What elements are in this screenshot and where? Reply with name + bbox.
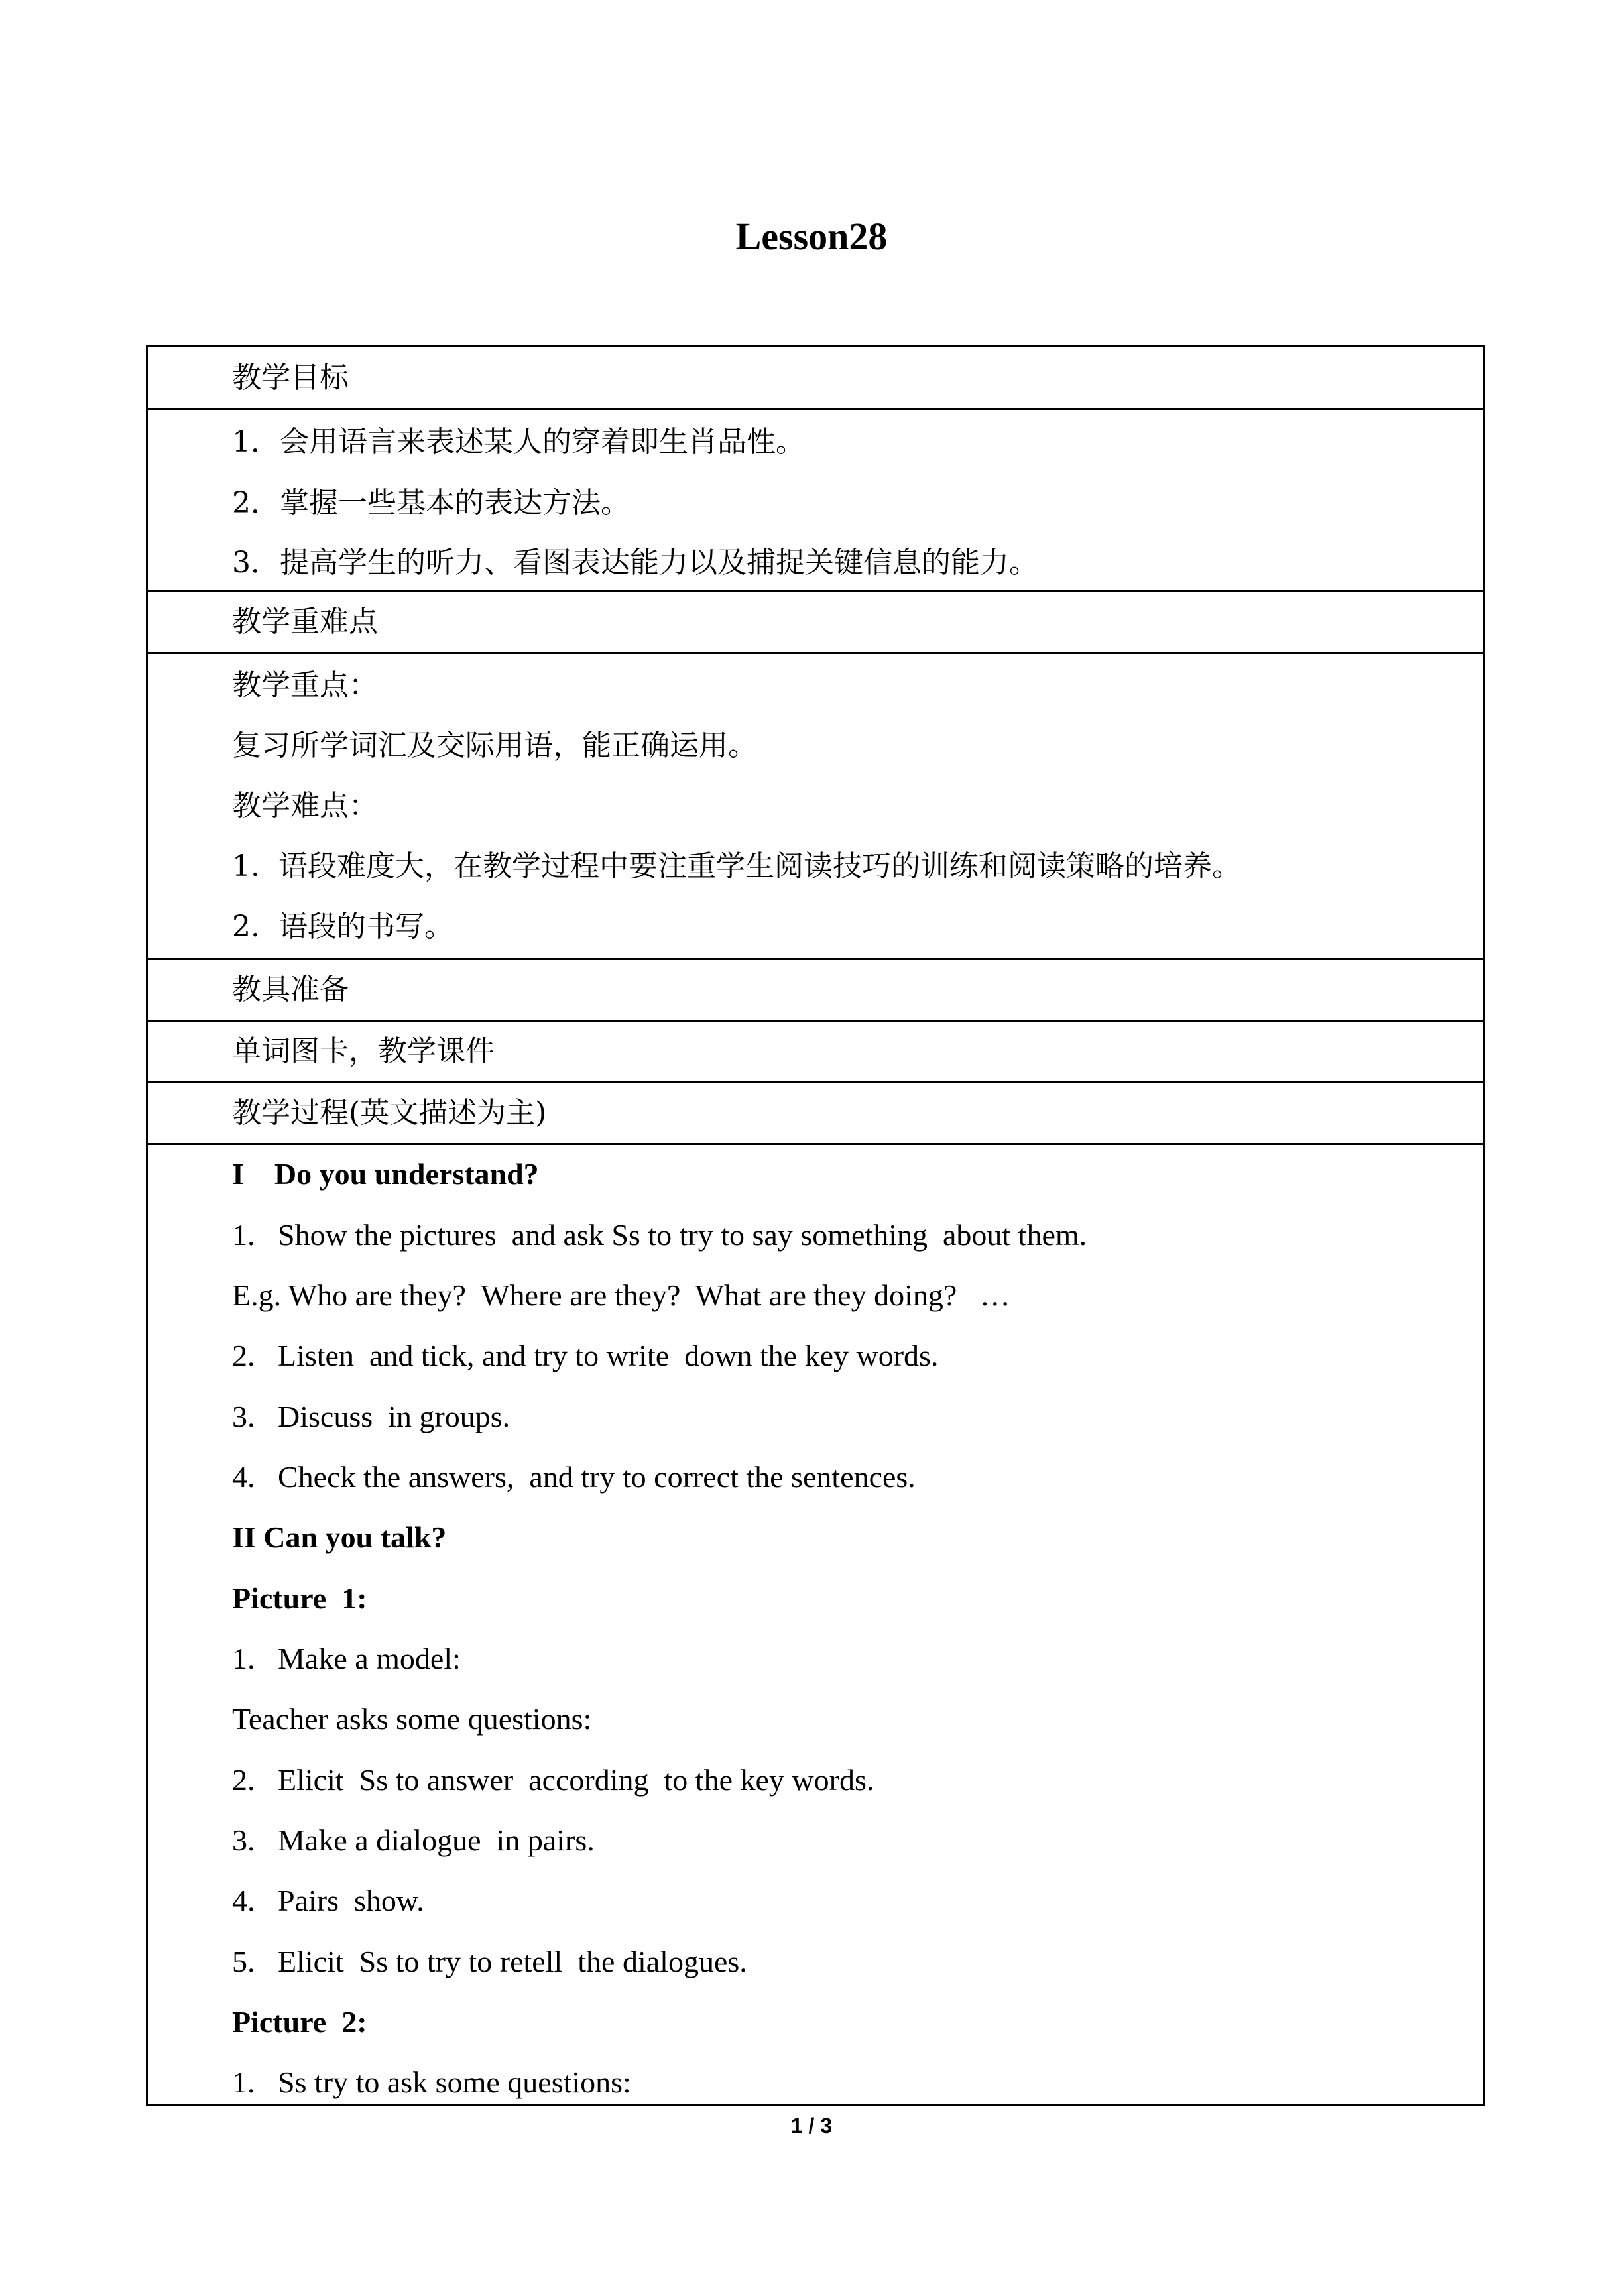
process-step: Teacher asks some questions:	[232, 1702, 592, 1736]
materials-text: 单词图卡，教学课件	[232, 1034, 495, 1068]
difficulty-label: 教学难点：	[232, 789, 378, 823]
page-number: 1 / 3	[790, 2114, 833, 2138]
process-step: 2. Listen and tick, and try to write down the key words.	[232, 1339, 939, 1372]
process-step: 1. Ss try to ask some questions:	[232, 2065, 631, 2099]
lesson-plan-table	[146, 345, 1485, 2106]
materials-heading: 教具准备	[232, 973, 349, 1006]
key-points-heading-row	[148, 592, 1483, 654]
process-row	[148, 1145, 1483, 2106]
objectives-heading: 教学目标	[232, 361, 349, 394]
objective-item: 3．提高学生的听力、看图表达能力以及捕捉关键信息的能力。	[232, 546, 1038, 579]
objectives-heading-row	[148, 347, 1483, 410]
process-step: 1. Show the pictures and ask Ss to try to say something about them.	[232, 1218, 1087, 1252]
objective-item: 2．掌握一些基本的表达方法。	[232, 486, 630, 520]
difficulty-item: 2. 语段的书写。	[232, 910, 453, 943]
page-title: Lesson28	[735, 215, 888, 258]
process-step: 3. Discuss in groups.	[232, 1400, 511, 1433]
picture2-label: Picture 2:	[232, 2005, 367, 2039]
process-step: 3. Make a dialogue in pairs.	[232, 1823, 595, 1857]
process-step: 1. Make a model:	[232, 1642, 461, 1675]
picture1-label: Picture 1:	[232, 1581, 367, 1615]
process-step: 5. Elicit Ss to try to retell the dialogues.	[232, 1945, 747, 1978]
objectives-row	[148, 410, 1483, 592]
materials-row	[148, 1022, 1483, 1083]
materials-heading-row	[148, 960, 1483, 1022]
process-step: E.g. Who are they? Where are they? What are they doing? …	[232, 1278, 1010, 1312]
process-step: 4. Check the answers, and try to correct the sentences.	[232, 1460, 916, 1494]
difficulty-item: 1. 语段难度大，在教学过程中要注重学生阅读技巧的训练和阅读策略的培养。	[232, 849, 1241, 883]
focus-label: 教学重点：	[232, 668, 378, 702]
process-step: 2. Elicit Ss to answer according to the key words.	[232, 1763, 874, 1797]
part2-title: II Can you talk?	[232, 1520, 447, 1554]
key-points-heading: 教学重难点	[232, 605, 378, 638]
process-step: 4. Pairs show.	[232, 1884, 424, 1917]
objective-item: 1．会用语言来表述某人的穿着即生肖品性。	[232, 425, 805, 459]
part1-title: I Do you understand?	[232, 1157, 539, 1191]
process-heading: 教学过程(英文描述为主)	[232, 1096, 547, 1130]
key-points-row	[148, 654, 1483, 960]
focus-text: 复习所学词汇及交际用语，能正确运用。	[232, 729, 757, 762]
process-heading-row	[148, 1083, 1483, 1145]
